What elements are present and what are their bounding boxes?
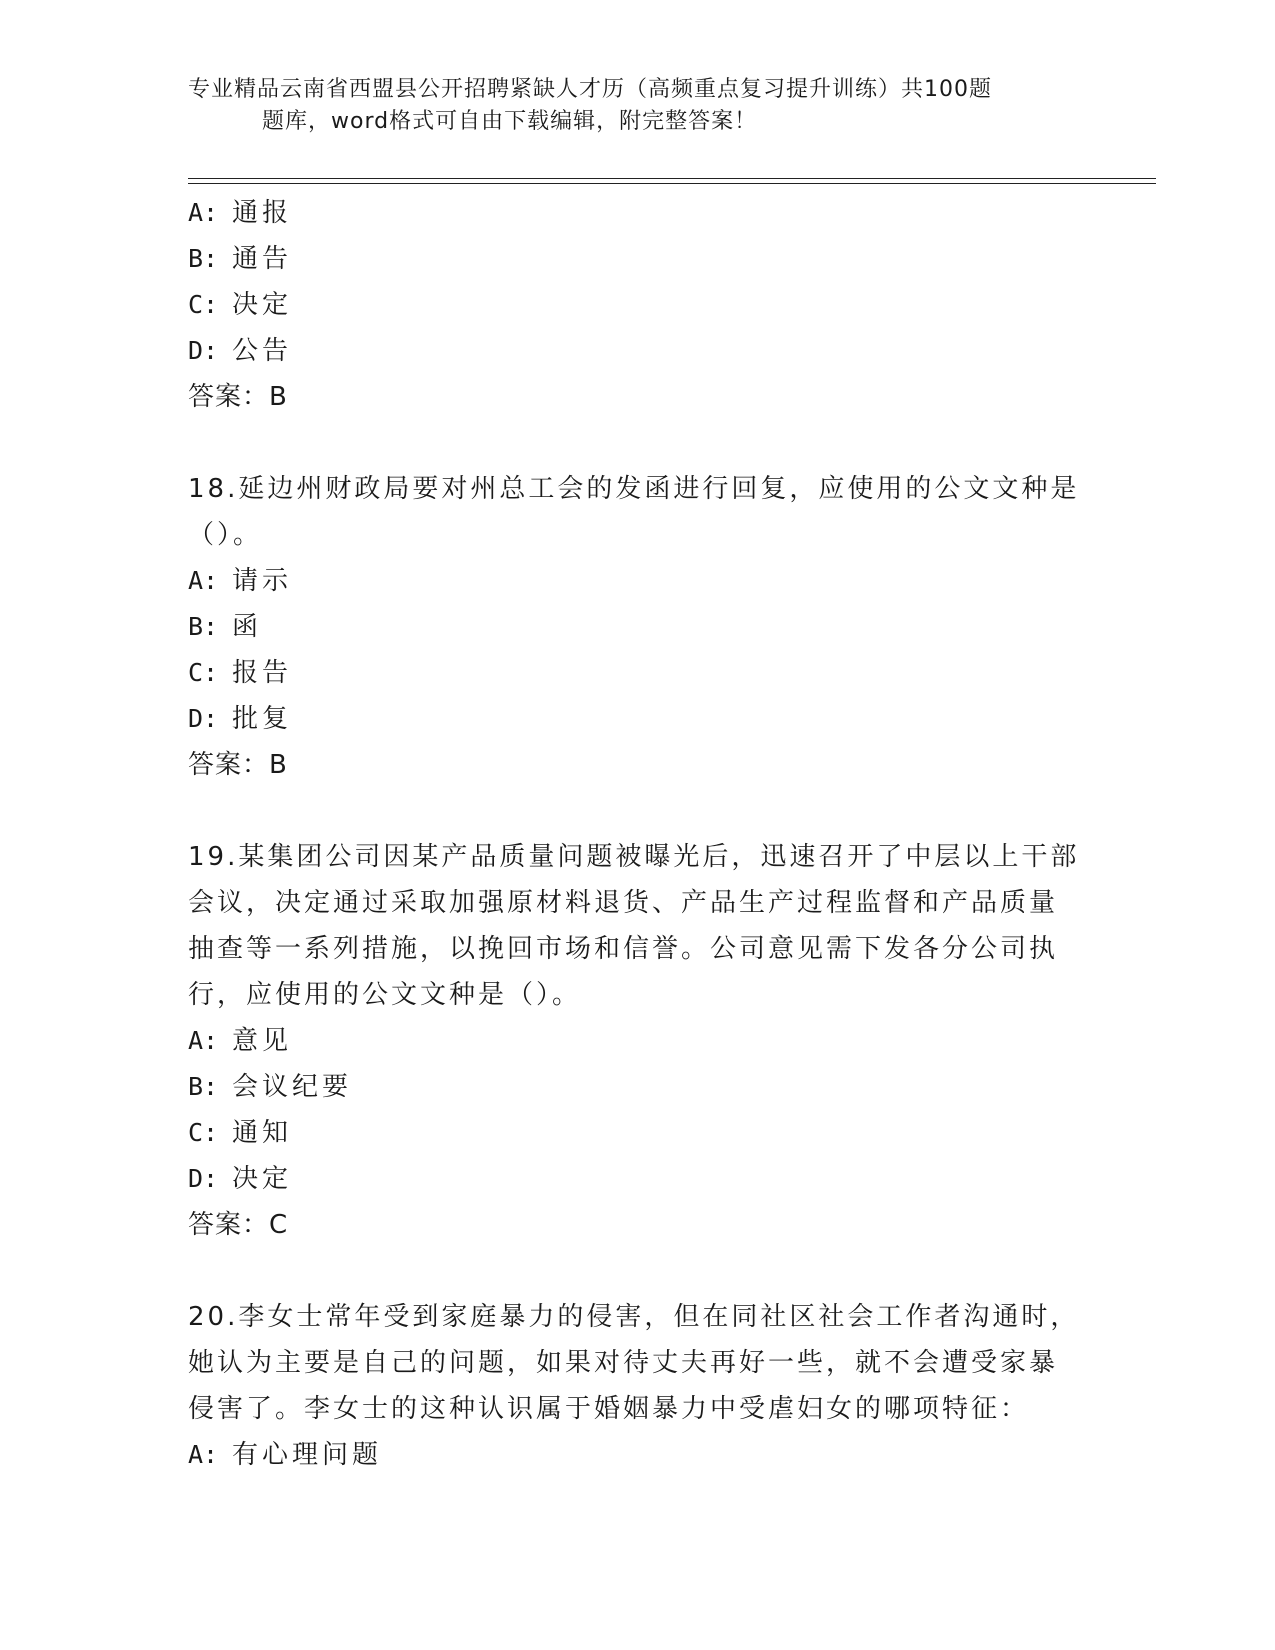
option-letter: D: [188,704,219,733]
stem-line: 19.某集团公司因某产品质量问题被曝光后，迅速召开了中层以上干部 [188,842,1080,872]
question-20 [188,1294,1088,1478]
answer-line [188,742,1088,788]
option-c [188,650,1088,696]
option-d [188,328,1088,374]
option-c [188,1110,1088,1156]
header-title-line-2: 题库，word格式可自由下载编辑，附完整答案！ [262,109,758,134]
header-rule-top [188,178,1156,179]
stem-line: 20.李女士常年受到家庭暴力的侵害，但在同社区社会工作者沟通时， [188,1302,1080,1332]
answer-value: C [269,1210,289,1240]
header-rule-bottom [188,183,1156,184]
option-letter: A: [188,566,219,595]
stem-line: 抽查等一系列措施，以挽回市场和信誉。公司意见需下发各分公司执 [188,934,1059,964]
question-18 [188,466,1088,788]
answer-line [188,1202,1088,1248]
option-letter: D: [188,336,219,365]
option-b [188,236,1088,282]
question-17-continued [188,190,1088,420]
option-text: 通知 [232,1118,293,1148]
stem-line: 会议，决定通过采取加强原材料退货、产品生产过程监督和产品质量 [188,888,1059,918]
answer-label: 答案： [188,1210,270,1240]
question-stem [188,834,1078,1018]
answer-value: B [269,382,288,412]
option-text: 公告 [232,336,293,366]
option-letter: C: [188,1118,219,1147]
page-header [188,74,1068,138]
answer-label: 答案： [188,750,270,780]
option-c [188,282,1088,328]
option-letter: B: [188,1072,219,1101]
option-text: 会议纪要 [232,1072,353,1102]
answer-value: B [269,750,288,780]
option-letter: C: [188,658,219,687]
option-d [188,696,1088,742]
option-text: 请示 [232,566,293,596]
option-text: 通报 [232,198,293,228]
option-a [188,558,1088,604]
option-text: 有心理问题 [232,1440,383,1470]
option-letter: A: [188,198,219,227]
answer-line [188,374,1088,420]
option-letter: A: [188,1440,219,1469]
option-text: 报告 [232,658,293,688]
option-letter: A: [188,1026,219,1055]
option-text: 函 [232,612,263,642]
option-a [188,1432,1088,1478]
option-letter: D: [188,1164,219,1193]
option-text: 决定 [232,1164,293,1194]
option-b [188,1064,1088,1110]
option-text: 批复 [232,704,293,734]
stem-line: 她认为主要是自己的问题，如果对待丈夫再好一些，就不会遭受家暴 [188,1348,1059,1378]
question-19 [188,834,1088,1248]
stem-line: 行，应使用的公文文种是（）。 [188,980,582,1010]
stem-line: （）。 [188,520,263,550]
option-letter: B: [188,244,219,273]
stem-line: 18.延边州财政局要对州总工会的发函进行回复，应使用的公文文种是 [188,474,1080,504]
option-text: 意见 [232,1026,293,1056]
question-stem [188,466,1078,558]
stem-line: 侵害了。李女士的这种认识属于婚姻暴力中受虐妇女的哪项特征： [188,1394,1030,1424]
question-stem [188,1294,1078,1432]
option-a [188,190,1088,236]
answer-label: 答案： [188,382,270,412]
option-a [188,1018,1088,1064]
header-title-line-1: 专业精品云南省西盟县公开招聘紧缺人才历（高频重点复习提升训练）共100题 [188,77,992,102]
option-b [188,604,1088,650]
option-text: 决定 [232,290,293,320]
option-d [188,1156,1088,1202]
option-letter: C: [188,290,219,319]
option-text: 通告 [232,244,293,274]
option-letter: B: [188,612,219,641]
document-body [188,190,1088,1478]
